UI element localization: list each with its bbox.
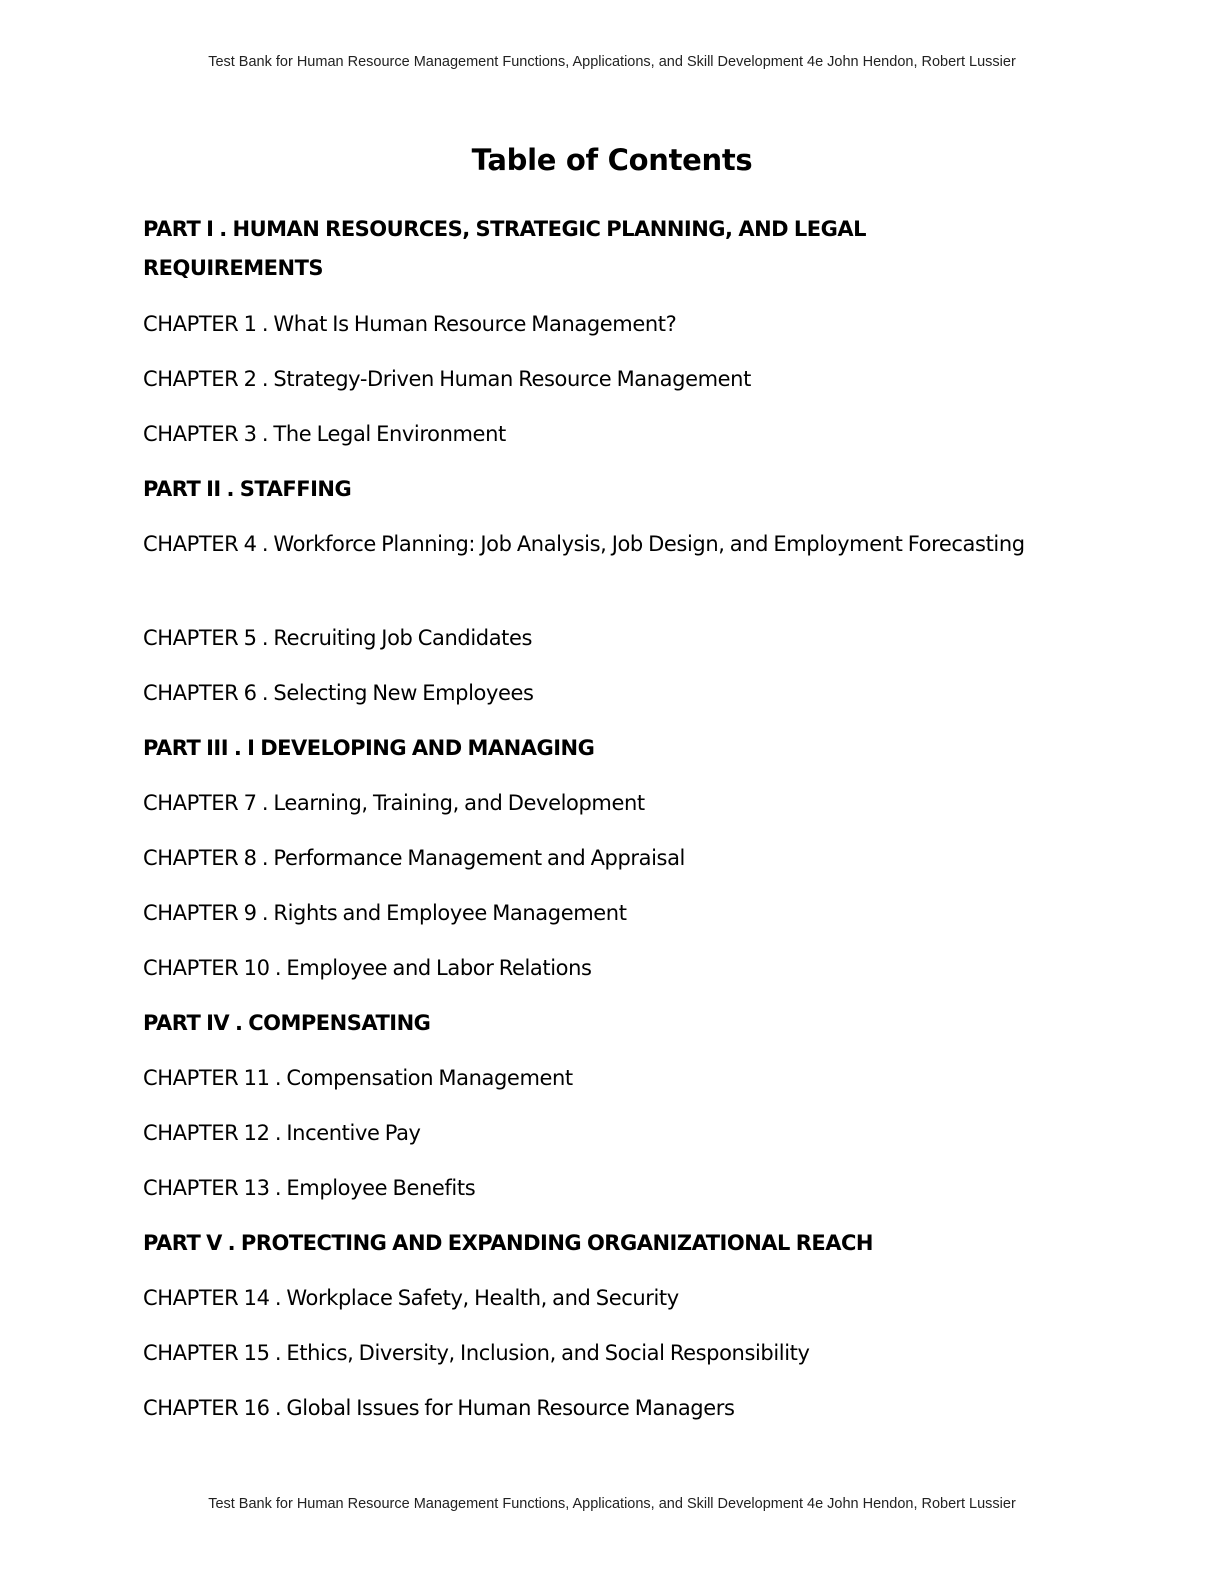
- toc-chapter-9: CHAPTER 9 . Rights and Employee Management: [143, 901, 627, 925]
- running-header: Test Bank for Human Resource Management Functions, Applications, and Skill Development 4e John Hendon, Robert Lussier: [208, 54, 1016, 70]
- toc-chapter-16: CHAPTER 16 . Global Issues for Human Resource Managers: [143, 1396, 735, 1420]
- toc-part-5: PART V . PROTECTING AND EXPANDING ORGANIZATIONAL REACH: [143, 1231, 873, 1255]
- toc-chapter-8: CHAPTER 8 . Performance Management and Appraisal: [143, 846, 685, 870]
- toc-part-1: PART I . HUMAN RESOURCES, STRATEGIC PLANNING, AND LEGAL REQUIREMENTS: [143, 217, 866, 280]
- toc-part-3: PART III . I DEVELOPING AND MANAGING: [143, 736, 595, 760]
- toc-chapter-7: CHAPTER 7 . Learning, Training, and Development: [143, 791, 645, 815]
- toc-chapter-6: CHAPTER 6 . Selecting New Employees: [143, 681, 534, 705]
- toc-part-4: PART IV . COMPENSATING: [143, 1011, 431, 1035]
- toc-chapter-13: CHAPTER 13 . Employee Benefits: [143, 1176, 476, 1200]
- page-title: Table of Contents: [471, 143, 753, 177]
- toc-chapter-11: CHAPTER 11 . Compensation Management: [143, 1066, 573, 1090]
- toc-chapter-3: CHAPTER 3 . The Legal Environment: [143, 422, 506, 446]
- toc-chapter-2: CHAPTER 2 . Strategy-Driven Human Resource Management: [143, 367, 751, 391]
- toc-chapter-5: CHAPTER 5 . Recruiting Job Candidates: [143, 626, 533, 650]
- toc-chapter-14: CHAPTER 14 . Workplace Safety, Health, and Security: [143, 1286, 679, 1310]
- toc-chapter-10: CHAPTER 10 . Employee and Labor Relations: [143, 956, 592, 980]
- toc-chapter-12: CHAPTER 12 . Incentive Pay: [143, 1121, 421, 1145]
- toc-chapter-15: CHAPTER 15 . Ethics, Diversity, Inclusion, and Social Responsibility: [143, 1341, 810, 1365]
- toc-part-2: PART II . STAFFING: [143, 477, 352, 501]
- toc-chapter-4: CHAPTER 4 . Workforce Planning: Job Analysis, Job Design, and Employment Forecasting: [143, 532, 1025, 556]
- toc-chapter-1: CHAPTER 1 . What Is Human Resource Management?: [143, 312, 677, 336]
- running-footer: Test Bank for Human Resource Management Functions, Applications, and Skill Development 4e John Hendon, Robert Lussier: [208, 1496, 1016, 1512]
